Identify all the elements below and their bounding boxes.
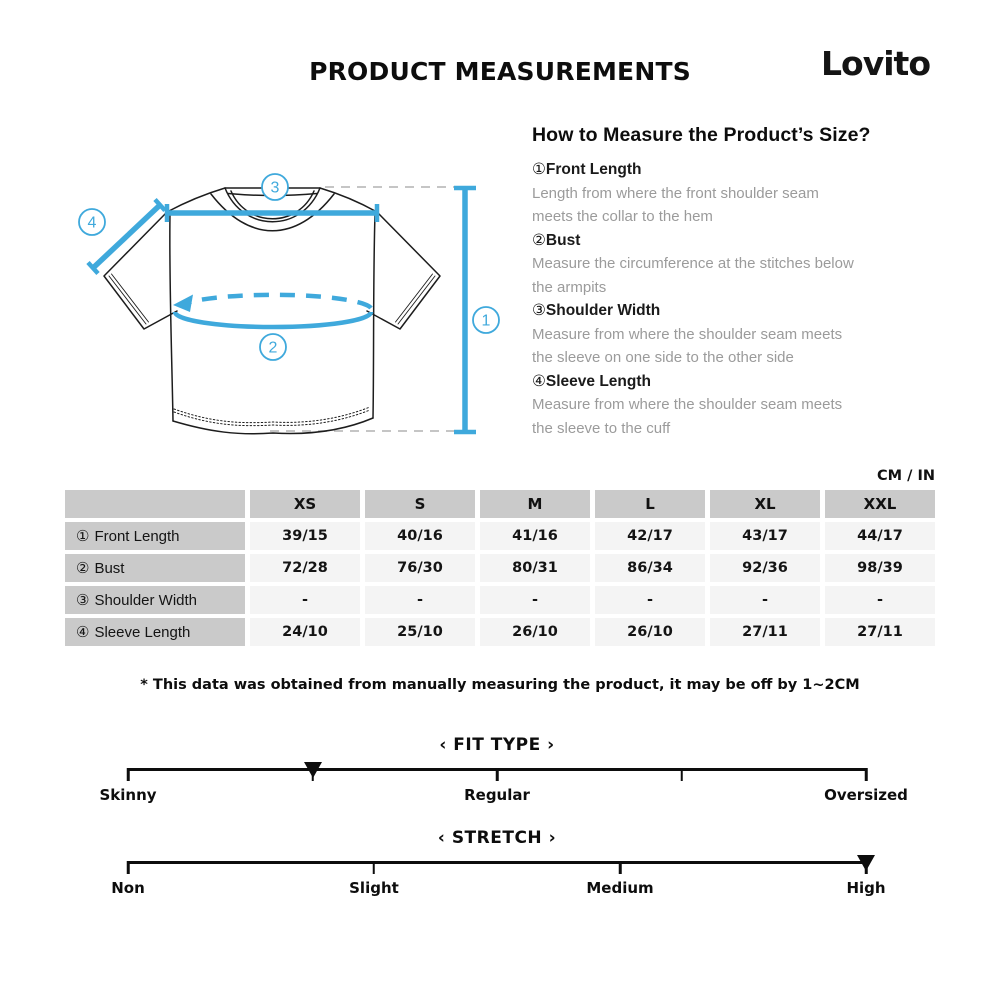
fit-type-line	[128, 768, 866, 771]
scale-marker	[304, 762, 322, 778]
stretch-line	[128, 861, 866, 864]
table-cell: 27/11	[825, 618, 935, 646]
scale-tick	[619, 861, 622, 874]
measure-desc-line: Measure from where the shoulder seam meets	[532, 325, 843, 343]
measure-desc-line: Measure the circumference at the stitches below	[532, 255, 854, 272]
table-cell: 40/16	[365, 522, 475, 550]
measure-item-shoulder-width	[532, 299, 917, 370]
callout-4	[79, 209, 105, 235]
svg-text:2: 2	[268, 339, 278, 357]
table-cell: 27/11	[710, 618, 820, 646]
bust-line	[173, 295, 371, 328]
scale-tick	[680, 768, 683, 781]
column-header-m: M	[480, 490, 590, 518]
tshirt-outline	[104, 188, 440, 434]
measure-desc-line: the sleeve on one side to the other side	[532, 349, 794, 366]
scale-label: Slight	[349, 879, 399, 897]
measure-label: ③Shoulder Width	[532, 302, 661, 319]
svg-text:4: 4	[87, 214, 97, 232]
measure-number: ③	[532, 302, 546, 319]
scale-label: Regular	[464, 786, 530, 804]
table-cell: 26/10	[595, 618, 705, 646]
measure-number: ①	[532, 161, 546, 178]
column-header-s: S	[365, 490, 475, 518]
callout-3	[262, 174, 288, 200]
measure-number: ④	[532, 372, 546, 390]
callout-circles	[79, 174, 499, 360]
table-cell: 26/10	[480, 618, 590, 646]
column-header-xs: XS	[250, 490, 360, 518]
table-cell: -	[250, 586, 360, 614]
scale-label: Medium	[586, 879, 654, 897]
table-cell: 86/34	[595, 554, 705, 582]
scale-label: Non	[111, 879, 145, 897]
fit-type-labels	[99, 786, 908, 806]
fit-type-scale	[99, 735, 908, 806]
table-corner-cell	[65, 490, 245, 518]
table-cell: 76/30	[365, 554, 475, 582]
column-header-l: L	[595, 490, 705, 518]
column-header-xxl: XXL	[825, 490, 935, 518]
measure-desc-line: the sleeve to the cuff	[532, 419, 671, 437]
measure-number: ②	[532, 231, 546, 249]
table-cell: 44/17	[825, 522, 935, 550]
brand-logo: Lovito	[821, 44, 930, 83]
scale-marker	[857, 855, 875, 871]
column-header-xl: XL	[710, 490, 820, 518]
scale-tick	[127, 768, 130, 781]
table-cell: 41/16	[480, 522, 590, 550]
size-table	[65, 490, 935, 646]
scale-tick	[127, 861, 130, 874]
measurement-disclaimer: * This data was obtained from manually measuring the product, it may be off by 1~2CM	[140, 677, 860, 693]
tshirt-diagram	[60, 130, 505, 462]
measure-desc-line: Length from where the front shoulder seam	[532, 184, 819, 202]
measure-desc-line: Measure from where the shoulder seam meets	[532, 396, 843, 413]
scale-tick	[865, 768, 868, 781]
stretch-title: ‹ STRETCH ›	[437, 828, 557, 848]
table-cell: 72/28	[250, 554, 360, 582]
scale-label: Skinny	[99, 786, 157, 804]
table-cell: -	[710, 586, 820, 614]
table-cell: 39/15	[250, 522, 360, 550]
svg-text:3: 3	[270, 179, 280, 197]
table-cell: 92/36	[710, 554, 820, 582]
measure-desc-line: the armpits	[532, 278, 607, 296]
table-cell: -	[595, 586, 705, 614]
scale-tick	[373, 861, 376, 874]
table-cell: 80/31	[480, 554, 590, 582]
measure-label: ①Front Length	[532, 161, 642, 178]
scale-label: High	[846, 879, 886, 897]
row-label-bust: ② Bust	[65, 554, 245, 582]
row-label-front-length: ① Front Length	[65, 522, 245, 550]
table-cell: 42/17	[595, 522, 705, 550]
row-label-shoulder-width: ③ Shoulder Width	[65, 586, 245, 614]
table-cell: 98/39	[825, 554, 935, 582]
measure-item-front-length	[532, 158, 917, 229]
table-cell: 24/10	[250, 618, 360, 646]
measure-label: ②Bust	[532, 231, 581, 249]
fit-type-title: ‹ FIT TYPE ›	[439, 735, 555, 755]
page-title: PRODUCT MEASUREMENTS	[309, 57, 691, 86]
table-cell: -	[365, 586, 475, 614]
scale-label: Oversized	[824, 786, 908, 804]
callout-2	[260, 334, 286, 360]
how-to-measure-section	[532, 124, 917, 440]
measure-item-bust	[532, 229, 917, 300]
measure-desc-line: meets the collar to the hem	[532, 208, 713, 225]
table-cell: 25/10	[365, 618, 475, 646]
scale-tick	[496, 768, 499, 781]
callout-1	[473, 307, 499, 333]
stretch-scale	[111, 828, 886, 899]
table-cell: 43/17	[710, 522, 820, 550]
measure-item-sleeve-length	[532, 370, 917, 441]
table-cell: -	[480, 586, 590, 614]
how-to-heading: How to Measure the Product’s Size?	[532, 124, 871, 146]
stretch-labels	[111, 879, 886, 899]
measure-label: ④Sleeve Length	[532, 372, 651, 390]
row-label-sleeve-length: ④ Sleeve Length	[65, 618, 245, 646]
front-length-line	[454, 188, 476, 432]
svg-text:1: 1	[481, 312, 491, 330]
units-label: CM / IN	[877, 468, 935, 484]
table-cell: -	[825, 586, 935, 614]
